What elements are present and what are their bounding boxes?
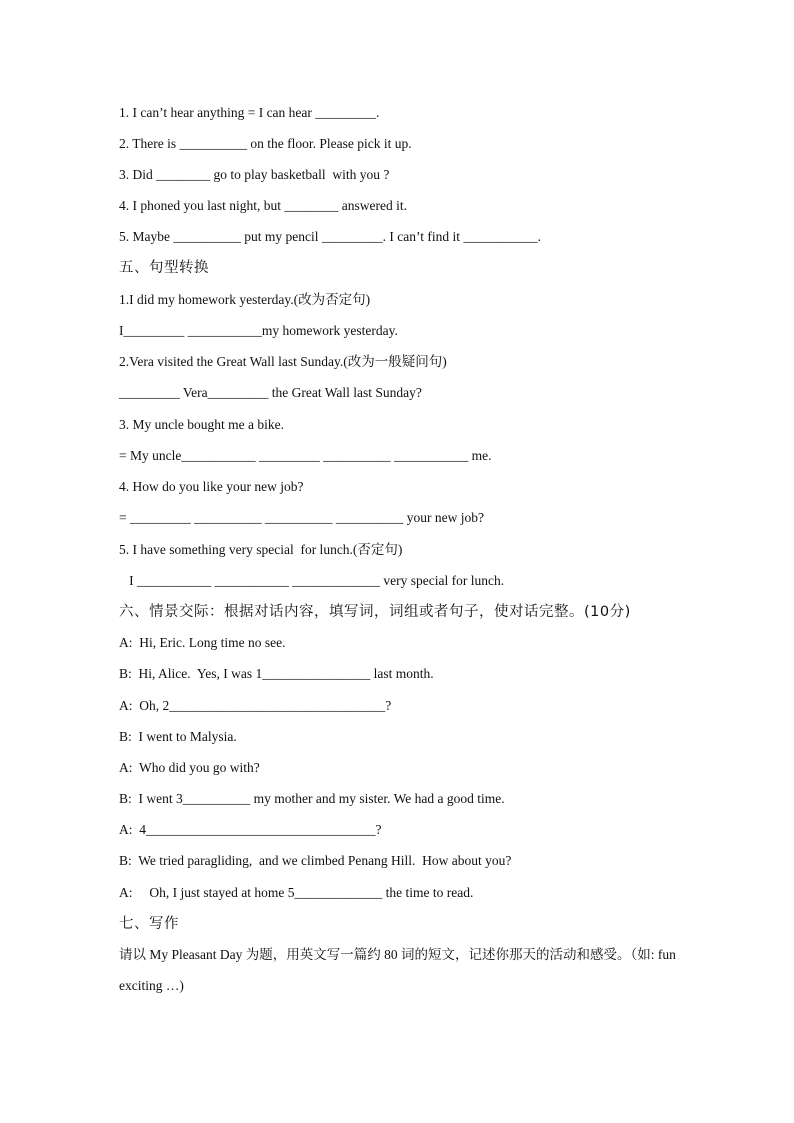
transform-item-5-answer: I ___________ ___________ _____________ very special for lunch. (119, 573, 505, 588)
dialogue-line-1: A: Hi, Eric. Long time no see. (119, 635, 286, 650)
transform-item-2-answer: _________ Vera_________ the Great Wall last Sunday? (119, 385, 422, 400)
fill-blank-item-4: 4. I phoned you last night, but ________ answered it. (119, 198, 407, 213)
fill-blank-item-5: 5. Maybe __________ put my pencil _________. I can’t find it ___________. (119, 229, 541, 244)
dialogue-line-3: A: Oh, 2________________________________? (119, 698, 392, 713)
transform-item-1-question: 1.I did my homework yesterday.(改为否定句) (119, 292, 371, 307)
transform-item-5-question: 5. I have something very special for lunch.(否定句) (119, 542, 403, 557)
dialogue-line-2: B: Hi, Alice. Yes, I was 1________________ last month. (119, 666, 434, 681)
fill-blank-item-1: 1. I can’t hear anything = I can hear _________. (119, 105, 380, 120)
transform-item-4-answer: = _________ __________ __________ __________ your new job? (119, 510, 484, 525)
transform-item-2-question: 2.Vera visited the Great Wall last Sunday.(改为一般疑问句) (119, 354, 447, 369)
dialogue-line-8: B: We tried paragliding, and we climbed Penang Hill. How about you? (119, 853, 512, 868)
dialogue-line-4: B: I went to Malysia. (119, 729, 237, 744)
fill-blank-item-3: 3. Did ________ go to play basketball with you ? (119, 167, 390, 182)
transform-item-3-answer: = My uncle___________ _________ __________ ___________ me. (119, 448, 492, 463)
dialogue-line-7: A: 4__________________________________? (119, 822, 382, 837)
transform-item-1-answer: I_________ ___________my homework yesterday. (119, 323, 398, 338)
section-5-heading: 五、句型转换 (119, 260, 209, 276)
dialogue-line-6: B: I went 3__________ my mother and my sister. We had a good time. (119, 791, 505, 806)
section-6-heading: 六、情景交际：根据对话内容，填写词，词组或者句子，使对话完整。(10分) (119, 604, 631, 620)
dialogue-line-5: A: Who did you go with? (119, 760, 260, 775)
dialogue-line-9: A: Oh, I just stayed at home 5_____________ the time to read. (119, 885, 474, 900)
transform-item-4-question: 4. How do you like your new job? (119, 479, 304, 494)
section-7-heading: 七、写作 (119, 916, 179, 932)
writing-prompt: 请以 My Pleasant Day 为题，用英文写一篇约 80 词的短文，记述你那天的活动和感受。（如: fun exciting …) (119, 947, 676, 993)
transform-item-3-question: 3. My uncle bought me a bike. (119, 417, 284, 432)
fill-blank-item-2: 2. There is __________ on the floor. Please pick it up. (119, 136, 412, 151)
